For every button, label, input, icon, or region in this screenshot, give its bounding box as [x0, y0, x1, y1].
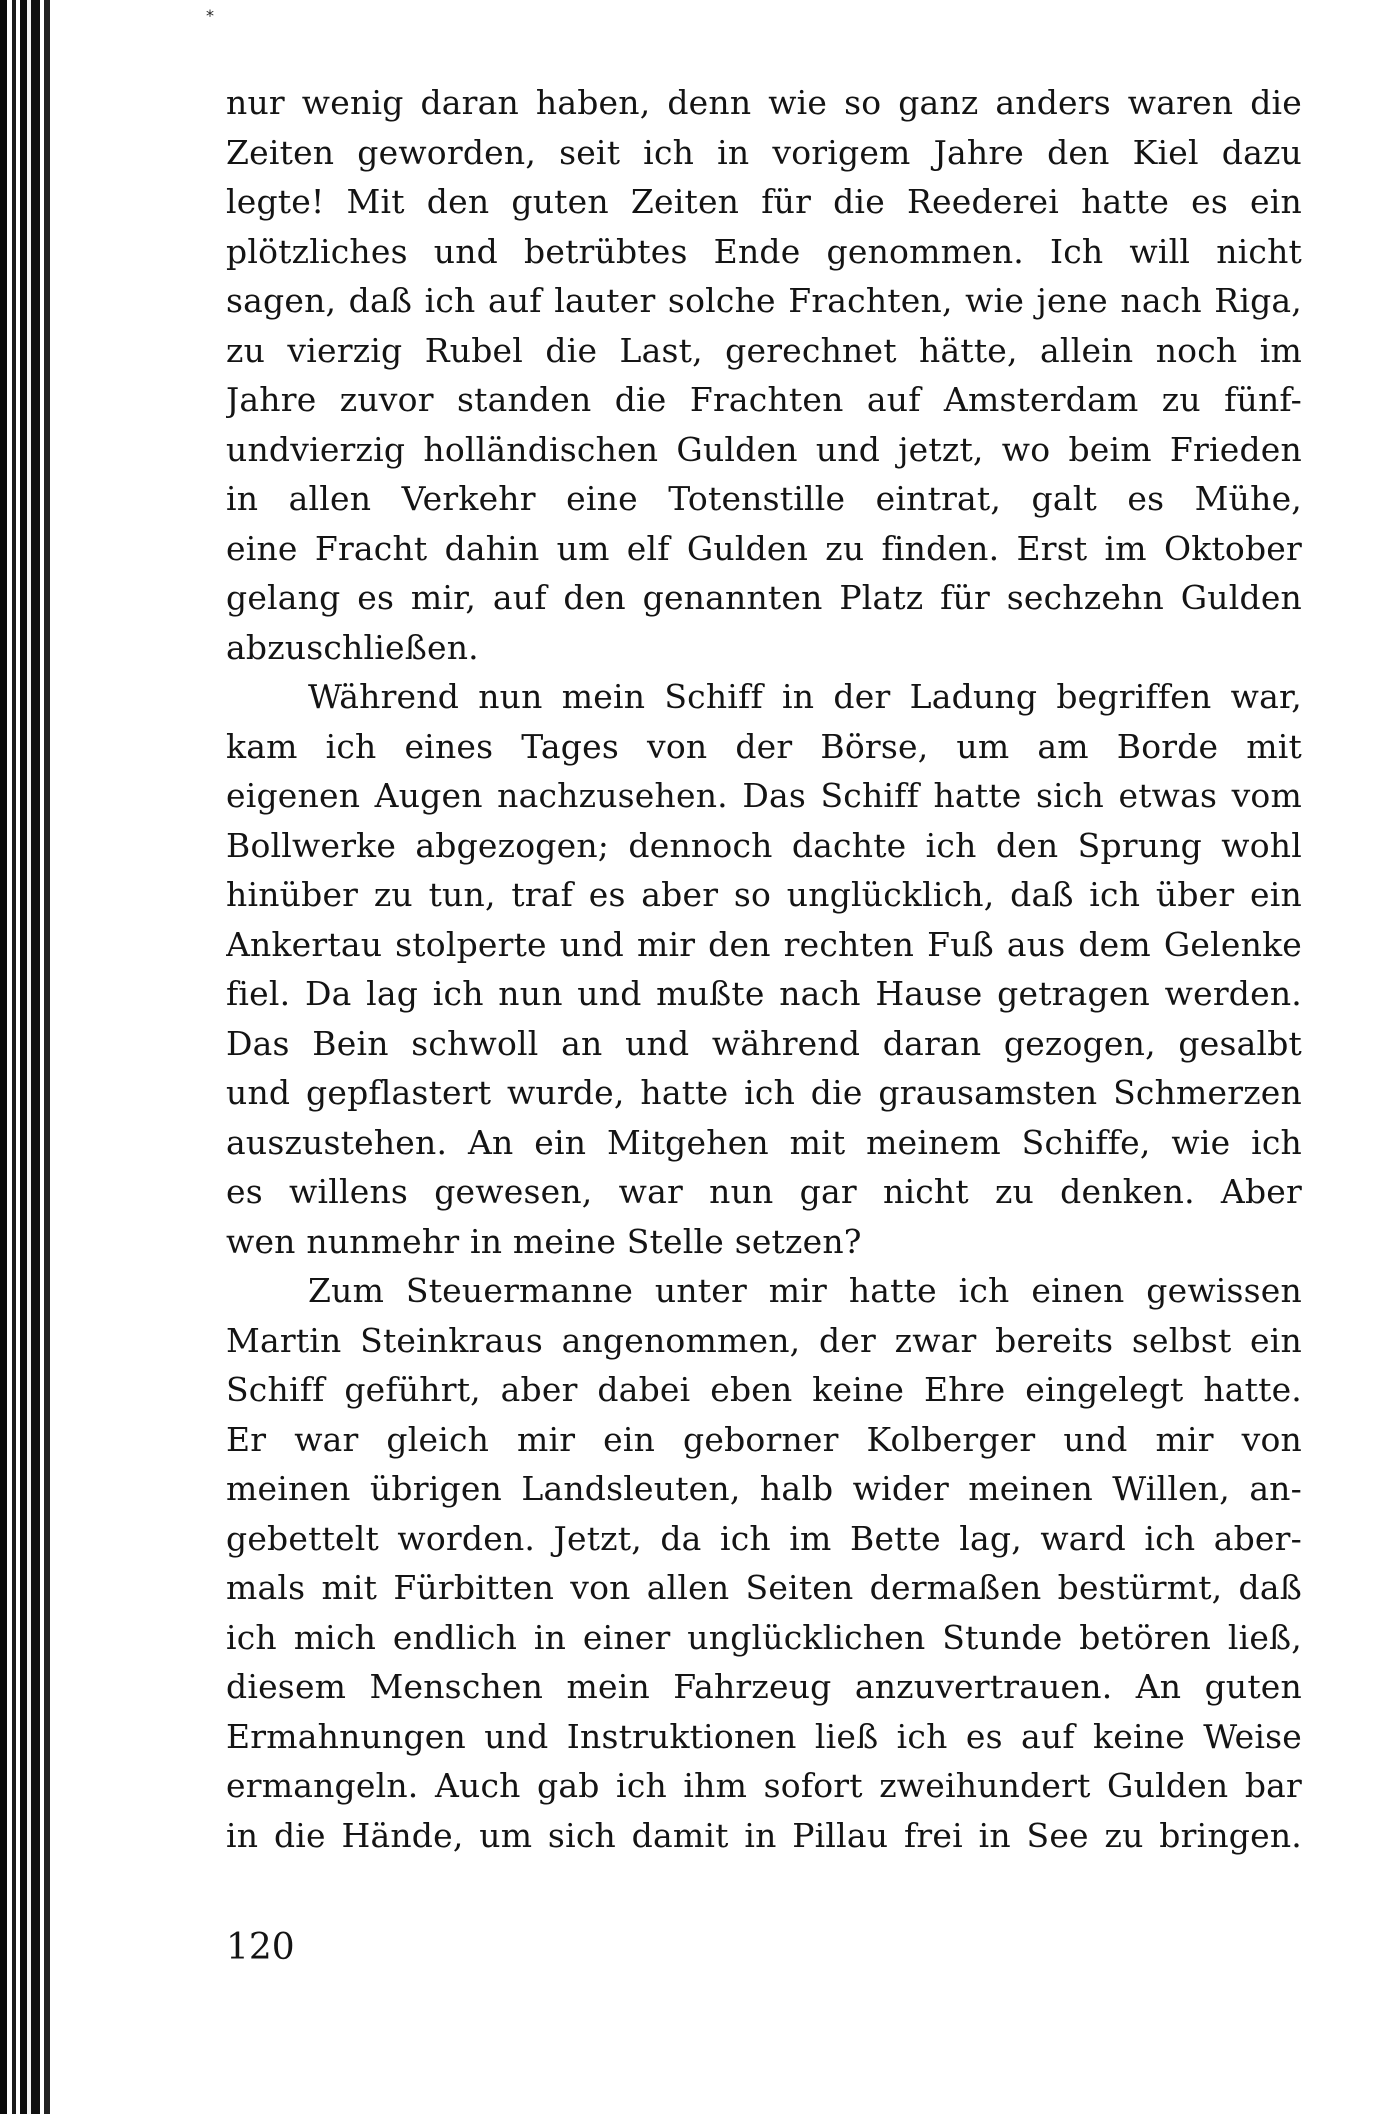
- text-line: kam ich eines Tages von der Börse, um am Borde mit: [226, 726, 1302, 766]
- binding-edge: [0, 0, 58, 2114]
- text-line: Zeiten geworden, seit ich in vorigem Jahre den Kiel dazu: [226, 132, 1302, 172]
- text-line: eine Fracht dahin um elf Gulden zu finden. Erst im Oktober: [226, 528, 1302, 568]
- text-line: Zum Steuermanne unter mir hatte ich einen gewissen: [308, 1271, 1302, 1310]
- text-line: eigenen Augen nachzusehen. Das Schiff hatte sich etwas vom: [226, 776, 1302, 815]
- body-text: [226, 78, 1302, 1860]
- text-line: nur wenig daran haben, denn wie so ganz anders waren die: [226, 83, 1302, 122]
- text-line: ermangeln. Auch gab ich ihm sofort zweihundert Gulden bar: [226, 1766, 1302, 1805]
- text-line: Während nun mein Schiff in der Ladung begriffen war,: [308, 677, 1302, 716]
- text-line: undvierzig holländischen Gulden und jetzt, wo beim Frieden: [226, 429, 1302, 469]
- text-line: sagen, daß ich auf lauter solche Frachten, wie jene nach Riga,: [226, 281, 1302, 320]
- text-line: legte! Mit den guten Zeiten für die Reederei hatte es ein: [226, 182, 1302, 221]
- text-line: Bollwerke abgezogen; dennoch dachte ich den Sprung wohl: [226, 825, 1302, 865]
- text-line: in die Hände, um sich damit in Pillau frei in See zu bringen.: [226, 1815, 1302, 1855]
- text-line: Martin Steinkraus angenommen, der zwar bereits selbst ein: [226, 1320, 1302, 1360]
- text-line: und gepflastert wurde, hatte ich die grausamsten Schmerzen: [226, 1073, 1302, 1112]
- text-line: mals mit Fürbitten von allen Seiten dermaßen bestürmt, daß: [226, 1568, 1302, 1607]
- text-line: auszustehen. An ein Mitgehen mit meinem Schiffe, wie ich: [226, 1122, 1302, 1162]
- text-line: fiel. Da lag ich nun und mußte nach Hause getragen werden.: [226, 974, 1302, 1013]
- text-line: Das Bein schwoll an und während daran gezogen, gesalbt: [226, 1023, 1302, 1063]
- text-line: Ankertau stolperte und mir den rechten Fuß aus dem Gelenke: [226, 924, 1302, 964]
- text-line: Er war gleich mir ein geborner Kolberger und mir von: [226, 1419, 1302, 1459]
- ink-speck: *: [206, 6, 214, 25]
- text-line: meinen übrigen Landsleuten, halb wider meinen Willen, an-: [226, 1469, 1302, 1508]
- text-line: Schiff geführt, aber dabei eben keine Ehre eingelegt hatte.: [226, 1370, 1302, 1409]
- text-line: zu vierzig Rubel die Last, gerechnet hätte, allein noch im: [226, 330, 1302, 370]
- text-line: es willens gewesen, war nun gar nicht zu denken. Aber: [226, 1172, 1302, 1211]
- text-line: hinüber zu tun, traf es aber so unglücklich, daß ich über ein: [226, 875, 1302, 914]
- page-number: 120: [226, 1927, 295, 1968]
- text-line: gelang es mir, auf den genannten Platz für sechzehn Gulden: [226, 578, 1302, 617]
- text-line: Ermahnungen und Instruktionen ließ ich es auf keine Weise: [226, 1716, 1302, 1756]
- text-line: in allen Verkehr eine Totenstille eintrat, galt es Mühe,: [226, 479, 1302, 518]
- text-line: abzuschließen.: [226, 627, 479, 667]
- text-line: plötzliches und betrübtes Ende genommen. Ich will nicht: [226, 231, 1302, 271]
- text-line: ich mich endlich in einer unglücklichen Stunde betören ließ,: [226, 1617, 1302, 1657]
- text-line: wen nunmehr in meine Stelle setzen?: [226, 1221, 862, 1261]
- text-line: Jahre zuvor standen die Frachten auf Amsterdam zu fünf-: [226, 380, 1302, 419]
- text-line: gebettelt worden. Jetzt, da ich im Bette lag, ward ich aber-: [226, 1518, 1302, 1558]
- text-line: diesem Menschen mein Fahrzeug anzuvertrauen. An guten: [226, 1667, 1302, 1706]
